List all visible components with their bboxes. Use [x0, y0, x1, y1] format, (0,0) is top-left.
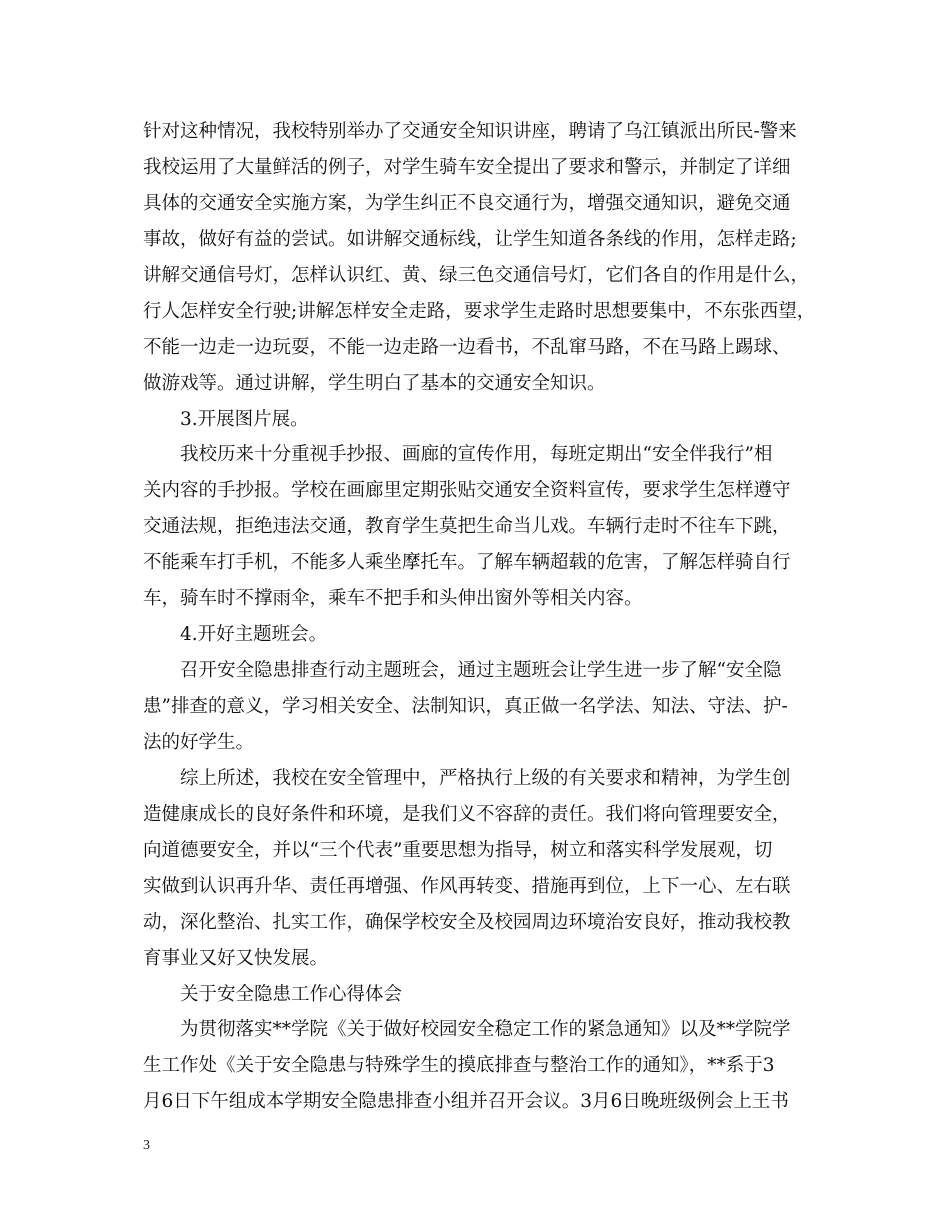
- text-line: 月6日下午组成本学期安全隐患排查小组并召开会议。3月6日晚班级例会上王书: [143, 1091, 789, 1113]
- text-line: 育事业又好又快发展。: [143, 947, 329, 969]
- section-heading: 3.开展图片展。: [180, 408, 309, 430]
- text-line: 召开安全隐患排查行动主题班会，通过主题班会让学生进一步了解“安全隐: [180, 660, 782, 682]
- section-heading: 4.开好主题班会。: [180, 624, 328, 646]
- text-line: 造健康成长的良好条件和环境，是我们义不容辞的责任。我们将向管理要安全，: [143, 803, 791, 825]
- text-line: 不能一边走一边玩耍，不能一边走路一边看书，不乱窜马路，不在马路上踢球、: [143, 336, 791, 358]
- text-line: 为贯彻落实**学院《关于做好校园安全稳定工作的紧急通知》以及**学院学: [180, 1019, 791, 1041]
- text-line: 动，深化整治、扎实工作，确保学校安全及校园周边环境治安良好，推动我校教: [143, 911, 791, 933]
- text-line: 生工作处《关于安全隐患与特殊学生的摸底排查与整治工作的通知》，**系于3: [143, 1055, 775, 1077]
- text-line: 综上所述，我校在安全管理中，严格执行上级的有关要求和精神，为学生创: [180, 767, 791, 789]
- text-line: 我校历来十分重视手抄报、画廊的宣传作用，每班定期出“安全伴我行”相: [180, 444, 773, 466]
- text-line: 针对这种情况，我校特别举办了交通安全知识讲座，聘请了乌江镇派出所民-警来: [143, 121, 797, 142]
- text-line: 向道德要安全，并以“三个代表”重要思想为指导，树立和落实科学发展观，切: [143, 839, 773, 861]
- text-line: 事故，做好有益的尝试。如讲解交通标线，让学生知道各条线的作用，怎样走路;: [143, 228, 797, 250]
- text-line: 车，骑车时不撑雨伞，乘车不把手和头伸出窗外等相关内容。: [143, 588, 643, 610]
- text-line: 我校运用了大量鲜活的例子，对学生骑车安全提出了要求和警示，并制定了详细: [143, 156, 791, 178]
- text-line: 不能乘车打手机，不能多人乘坐摩托车。了解车辆超载的危害，了解怎样骑自行: [143, 552, 791, 574]
- text-line: 行人怎样安全行驶;讲解怎样安全走路，要求学生走路时思想要集中，不东张西望，: [143, 300, 816, 322]
- page-number: 3: [143, 1138, 150, 1153]
- document-body: [143, 114, 823, 1120]
- text-line: 具体的交通安全实施方案，为学生纠正不良交通行为，增强交通知识，避免交通: [143, 192, 791, 214]
- text-line: 交通法规，拒绝违法交通，教育学生莫把生命当儿戏。车辆行走时不往车下跳，: [143, 516, 791, 538]
- text-line: 关内容的手抄报。学校在画廊里定期张贴交通安全资料宣传，要求学生怎样遵守: [143, 480, 791, 502]
- text-line: 患”排查的意义，学习相关安全、法制知识，真正做一名学法、知法、守法、护-: [143, 696, 788, 717]
- text-line: 讲解交通信号灯，怎样认识红、黄、绿三色交通信号灯，它们各自的作用是什么，: [143, 264, 810, 286]
- text-line: 法的好学生。: [143, 731, 255, 753]
- text-line: 实做到认识再升华、责任再增强、作风再转变、措施再到位，上下一心、左右联: [143, 875, 791, 897]
- text-line: 做游戏等。通过讲解，学生明白了基本的交通安全知识。: [143, 372, 606, 394]
- document-title: 关于安全隐患工作心得体会: [180, 983, 403, 1005]
